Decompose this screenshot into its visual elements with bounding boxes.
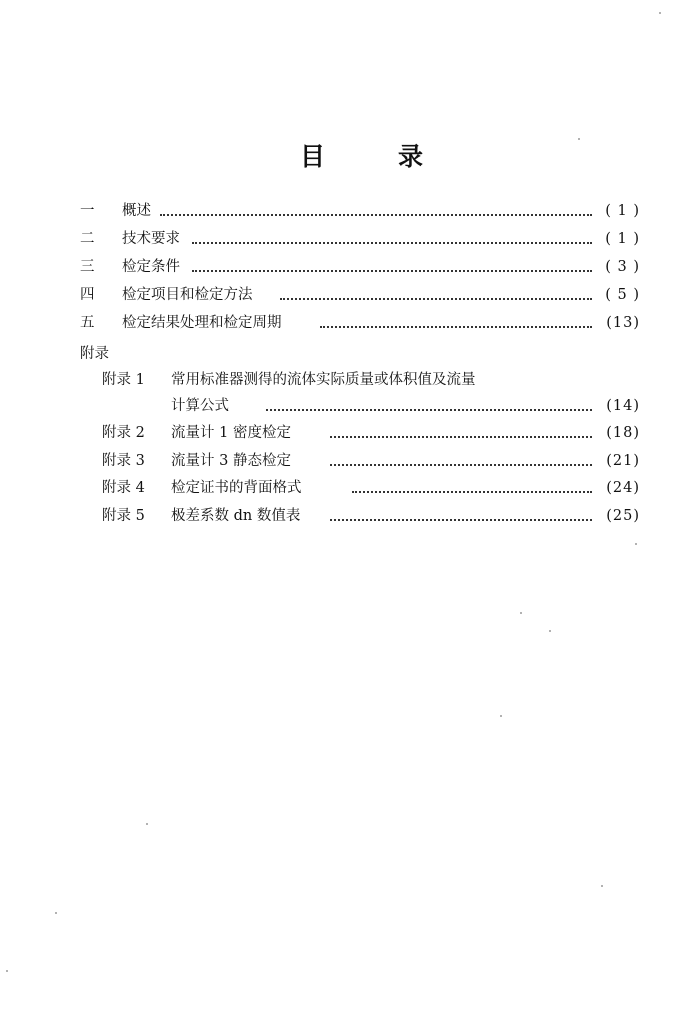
appendix-number: 附录 5 xyxy=(102,508,145,524)
appendix-page: (14) xyxy=(598,395,640,417)
appendix-heading: 附录 xyxy=(80,346,109,362)
appendix-page: (21) xyxy=(598,450,640,472)
dot-leader xyxy=(160,214,592,216)
scan-speck xyxy=(146,823,148,825)
scan-speck xyxy=(578,138,580,140)
appendix-number: 附录 3 xyxy=(102,453,145,469)
title-char-1: 目 xyxy=(300,142,326,171)
appendix-page: (24) xyxy=(598,477,640,499)
appendix-page: (18) xyxy=(598,422,640,444)
entry-number: 一 xyxy=(80,203,95,219)
entry-page: ( 1 ) xyxy=(597,200,640,222)
entry-label: 技术要求 xyxy=(122,228,186,250)
scan-speck xyxy=(659,12,661,14)
toc-appendix-5[interactable] xyxy=(80,505,640,527)
appendix-label: 流量计 3 静态检定 xyxy=(171,450,297,472)
dot-leader xyxy=(330,464,592,466)
appendix-label: 流量计 1 密度检定 xyxy=(171,422,297,444)
toc-appendix-1-line1[interactable] xyxy=(80,369,640,391)
entry-label: 检定结果处理和检定周期 xyxy=(122,312,288,334)
toc-appendix-2[interactable] xyxy=(80,422,640,444)
entry-label: 检定条件 xyxy=(122,256,186,278)
dot-leader xyxy=(280,298,592,300)
entry-number: 二 xyxy=(80,231,95,247)
toc-entry-5[interactable] xyxy=(80,312,640,334)
entry-label: 概述 xyxy=(122,200,157,222)
appendix-number: 附录 4 xyxy=(102,480,145,496)
entry-page: ( 3 ) xyxy=(597,256,640,278)
appendix-number: 附录 1 xyxy=(102,372,145,388)
dot-leader xyxy=(320,326,592,328)
appendix-label: 计算公式 xyxy=(171,395,235,417)
appendix-label: 检定证书的背面格式 xyxy=(171,477,308,499)
entry-number: 五 xyxy=(80,315,95,331)
toc-entry-3[interactable] xyxy=(80,256,640,278)
scan-speck xyxy=(500,715,502,717)
entry-label: 检定项目和检定方法 xyxy=(122,284,259,306)
scan-speck xyxy=(520,612,522,614)
appendix-number: 附录 2 xyxy=(102,425,145,441)
scan-speck xyxy=(549,630,551,632)
dot-leader xyxy=(192,242,592,244)
toc-appendix-3[interactable] xyxy=(80,450,640,472)
appendix-label-line1: 常用标准器测得的流体实际质量或体积值及流量 xyxy=(171,369,482,391)
toc-entry-4[interactable] xyxy=(80,284,640,306)
appendix-label: 极差系数 dn 数值表 xyxy=(171,505,306,527)
entry-number: 四 xyxy=(80,287,95,303)
toc-entry-1[interactable] xyxy=(80,200,640,222)
toc-entry-2[interactable] xyxy=(80,228,640,250)
dot-leader xyxy=(352,491,592,493)
dot-leader xyxy=(192,270,592,272)
appendix-page: (25) xyxy=(598,505,640,527)
entry-page: ( 5 ) xyxy=(597,284,640,306)
toc-appendix-1-line2[interactable] xyxy=(80,395,640,417)
scan-speck xyxy=(6,970,8,972)
dot-leader xyxy=(330,436,592,438)
dot-leader xyxy=(330,519,592,521)
scan-speck xyxy=(635,543,637,545)
dot-leader xyxy=(266,409,592,411)
scan-speck xyxy=(601,885,603,887)
title-char-2: 录 xyxy=(398,142,424,171)
toc-appendix-4[interactable] xyxy=(80,477,640,499)
entry-number: 三 xyxy=(80,259,95,275)
entry-page: (13) xyxy=(598,312,640,334)
scan-speck xyxy=(55,912,57,914)
entry-page: ( 1 ) xyxy=(597,228,640,250)
